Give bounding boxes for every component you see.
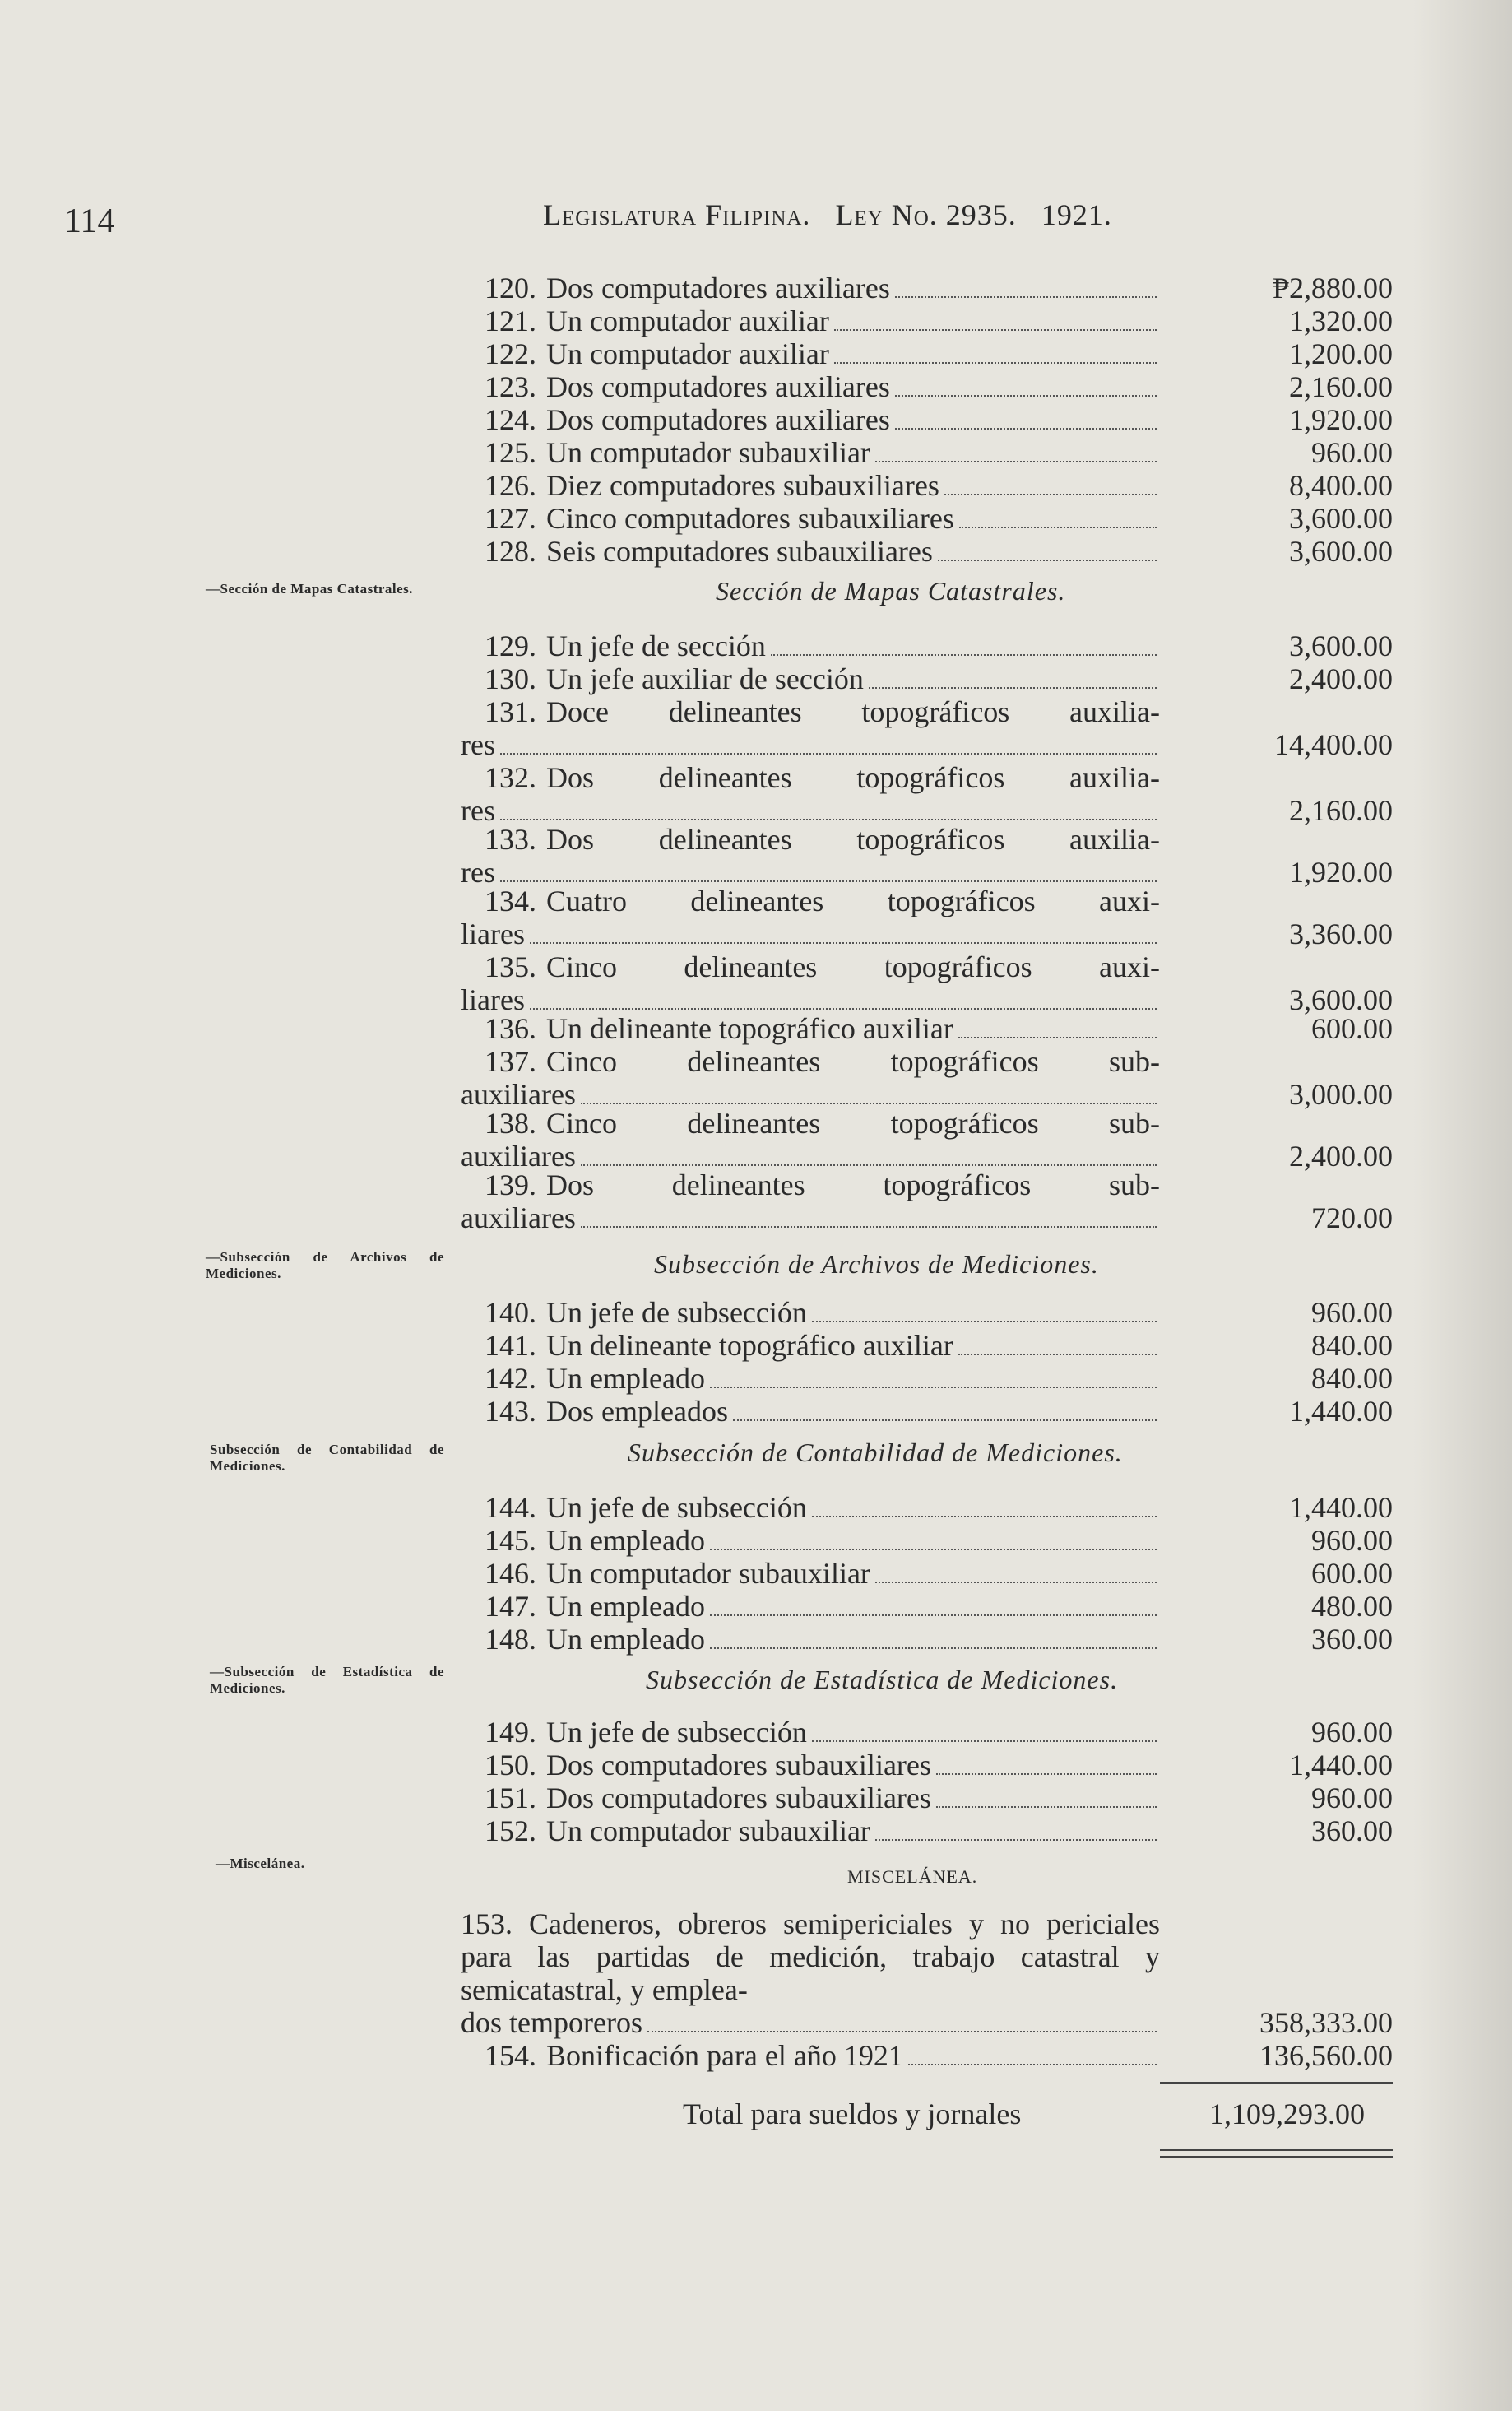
item-desc: Dos delineantes topográficos sub- <box>546 1168 1160 1201</box>
item-amount: 3,600.00 <box>1289 629 1393 662</box>
leader-dots <box>647 2031 1157 2032</box>
item-desc-tail: auxiliares <box>461 1201 576 1234</box>
section-heading-archivos: Subsección de Archivos de Mediciones. <box>654 1249 1099 1279</box>
item-desc-line <box>546 535 1160 569</box>
item-desc-tail: res <box>461 856 495 889</box>
item-desc-line <box>546 272 1160 305</box>
item-desc: Dos delineantes topográficos auxilia- <box>546 823 1160 856</box>
section-heading-miscelanea: MISCELÁNEA. <box>847 1866 978 1887</box>
leader-dots <box>581 1103 1157 1104</box>
item-desc: Un delineante topográfico auxiliar <box>546 1012 953 1045</box>
item-number <box>461 885 546 917</box>
item-number-text: 133. <box>485 823 536 856</box>
leader-dots <box>958 1354 1157 1355</box>
leader-dots <box>530 942 1157 944</box>
item-number <box>461 761 546 794</box>
item-amount: 480.00 <box>1311 1590 1393 1623</box>
item-desc: Un computador auxiliar <box>546 337 829 370</box>
item-amount: 2,400.00 <box>1289 662 1393 695</box>
item-number-text: 145. <box>485 1524 536 1557</box>
section-heading-contabilidad: Subsección de Contabilidad de Mediciones. <box>628 1438 1123 1467</box>
leader-dots <box>710 1614 1157 1616</box>
margin-note-archivos: —Subsección de Archivos de Mediciones. <box>206 1249 444 1281</box>
item-desc-tail: res <box>461 728 495 761</box>
item-desc-line <box>546 1329 1160 1363</box>
item-amount: 3,000.00 <box>1289 1078 1393 1111</box>
item-number-text: 121. <box>485 304 536 337</box>
leader-dots <box>936 1806 1157 1808</box>
leader-dots <box>500 753 1157 755</box>
leader-dots <box>834 329 1157 331</box>
item-amount: 1,440.00 <box>1289 1491 1393 1524</box>
item-desc: Cinco delineantes topográficos sub- <box>546 1045 1160 1078</box>
item-number <box>461 469 546 502</box>
leader-dots <box>812 1740 1157 1742</box>
item-desc-line <box>546 1557 1160 1591</box>
item-amount: 360.00 <box>1311 1623 1393 1656</box>
item-desc: Dos empleados <box>546 1395 728 1428</box>
item-number <box>461 1782 546 1814</box>
item-number-text: 147. <box>485 1590 536 1623</box>
leader-dots <box>869 687 1157 689</box>
item-desc-line <box>546 502 1160 536</box>
item-number-text: 140. <box>485 1296 536 1329</box>
item-desc: Un computador subauxiliar <box>546 436 870 469</box>
leader-dots <box>500 819 1157 820</box>
page-number: 114 <box>64 202 115 240</box>
item-number <box>461 1814 546 1847</box>
item-number-text: 149. <box>485 1716 536 1749</box>
item-desc-line <box>546 304 1160 338</box>
item-number-text: 137. <box>485 1045 536 1078</box>
total-amount: 1,109,293.00 <box>1209 2097 1365 2130</box>
item-desc-line <box>546 1524 1160 1558</box>
item-number <box>461 1524 546 1557</box>
item-desc-line <box>546 1012 1160 1046</box>
item-number <box>461 1168 546 1201</box>
item-amount: 2,400.00 <box>1289 1140 1393 1173</box>
leader-dots <box>895 395 1157 397</box>
leader-dots <box>812 1321 1157 1322</box>
item-154-desc: Bonificación para el año 1921 <box>546 2039 903 2072</box>
item-amount: 1,440.00 <box>1289 1395 1393 1428</box>
item-amount: 600.00 <box>1311 1557 1393 1590</box>
item-amount: 720.00 <box>1311 1201 1393 1234</box>
leader-dots <box>500 880 1157 882</box>
item-desc: Un empleado <box>546 1524 705 1557</box>
item-number <box>461 337 546 370</box>
item-number <box>461 823 546 856</box>
item-153-last-line <box>461 2006 1160 2040</box>
item-desc-line <box>546 1590 1160 1624</box>
item-number <box>461 1362 546 1395</box>
item-desc-line <box>546 1623 1160 1656</box>
item-desc: Cuatro delineantes topográficos auxi- <box>546 885 1160 917</box>
item-amount: 960.00 <box>1311 1296 1393 1329</box>
item-number-text: 128. <box>485 535 536 568</box>
item-number <box>461 272 546 304</box>
item-number-text: 148. <box>485 1623 536 1656</box>
leader-dots <box>581 1164 1157 1166</box>
item-desc: Dos delineantes topográficos auxilia- <box>546 761 1160 794</box>
leader-dots <box>895 428 1157 430</box>
item-number <box>461 1329 546 1362</box>
running-header <box>543 197 1112 232</box>
item-number-text: 151. <box>485 1782 536 1814</box>
item-desc-line <box>546 1362 1160 1396</box>
item-number-text: 126. <box>485 469 536 502</box>
leader-dots <box>733 1419 1157 1421</box>
leader-dots <box>875 1582 1157 1583</box>
item-desc: Un empleado <box>546 1362 705 1395</box>
item-number-text: 142. <box>485 1362 536 1395</box>
item-amount: ₱2,880.00 <box>1272 272 1393 304</box>
leader-dots <box>895 296 1157 298</box>
item-desc-line <box>546 662 1160 696</box>
item-amount: 960.00 <box>1311 1524 1393 1557</box>
item-desc: Cinco computadores subauxiliares <box>546 502 954 535</box>
item-number-text: 123. <box>485 370 536 403</box>
item-desc: Dos computadores auxiliares <box>546 272 890 304</box>
item-desc: Dos computadores auxiliares <box>546 370 890 403</box>
item-desc: Cinco delineantes topográficos auxi- <box>546 950 1160 983</box>
item-desc-tail: liares <box>461 917 525 950</box>
item-desc-line <box>546 436 1160 470</box>
item-154-amount: 136,560.00 <box>1259 2039 1393 2072</box>
item-desc-line <box>546 403 1160 437</box>
leader-dots <box>938 560 1157 561</box>
leader-dots <box>875 461 1157 462</box>
leader-dots <box>958 1037 1157 1038</box>
leader-dots <box>936 1773 1157 1775</box>
leader-dots <box>875 1839 1157 1841</box>
total-rule-bottom-1 <box>1160 2149 1393 2151</box>
item-amount: 3,600.00 <box>1289 983 1393 1016</box>
item-amount: 960.00 <box>1311 436 1393 469</box>
item-desc-line <box>546 1749 1160 1782</box>
item-amount: 14,400.00 <box>1274 728 1393 761</box>
item-number <box>461 370 546 403</box>
item-number <box>461 1491 546 1524</box>
item-amount: 840.00 <box>1311 1362 1393 1395</box>
item-number <box>461 1623 546 1656</box>
item-number <box>461 1557 546 1590</box>
item-desc: Un delineante topográfico auxiliar <box>546 1329 953 1362</box>
item-number <box>461 502 546 535</box>
item-desc: Dos computadores subauxiliares <box>546 1782 931 1814</box>
item-desc-line <box>546 1814 1160 1848</box>
item-desc: Un computador subauxiliar <box>546 1814 870 1847</box>
item-number <box>461 1395 546 1428</box>
item-number <box>461 1590 546 1623</box>
item-desc-continuation <box>461 728 1160 762</box>
item-number <box>461 1107 546 1140</box>
item-number <box>461 695 546 728</box>
leader-dots <box>710 1549 1157 1550</box>
item-amount: 2,160.00 <box>1289 370 1393 403</box>
item-desc: Cinco delineantes topográficos sub- <box>546 1107 1160 1140</box>
margin-note-contabilidad: Subsección de Contabilidad de Mediciones. <box>210 1442 444 1474</box>
item-amount: 8,400.00 <box>1289 469 1393 502</box>
item-number-text: 138. <box>485 1107 536 1140</box>
item-number <box>461 1296 546 1329</box>
leader-dots <box>710 1387 1157 1388</box>
leader-dots <box>812 1516 1157 1517</box>
item-number-text: 136. <box>485 1012 536 1045</box>
leader-dots <box>771 654 1157 656</box>
item-desc-tail: res <box>461 794 495 827</box>
item-amount: 960.00 <box>1311 1782 1393 1814</box>
item-number <box>461 1749 546 1782</box>
item-number <box>461 629 546 662</box>
item-desc-tail: auxiliares <box>461 1140 576 1173</box>
item-amount: 3,600.00 <box>1289 535 1393 568</box>
item-desc-tail: auxiliares <box>461 1078 576 1111</box>
item-amount: 2,160.00 <box>1289 794 1393 827</box>
item-amount: 1,920.00 <box>1289 856 1393 889</box>
header-ley: Ley No. 2935. <box>835 198 1017 231</box>
item-amount: 3,600.00 <box>1289 502 1393 535</box>
item-number <box>461 436 546 469</box>
item-desc-line <box>546 469 1160 503</box>
item-desc-tail: liares <box>461 983 525 1016</box>
item-desc-line <box>546 1782 1160 1815</box>
item-number <box>461 950 546 983</box>
item-desc: Un jefe de subsección <box>546 1491 807 1524</box>
item-desc: Dos computadores auxiliares <box>546 403 890 436</box>
item-number <box>461 1045 546 1078</box>
item-number-text: 139. <box>485 1168 536 1201</box>
item-desc: Un jefe auxiliar de sección <box>546 662 864 695</box>
margin-note-mapas: —Sección de Mapas Catastrales. <box>206 581 414 597</box>
leader-dots <box>908 2064 1157 2065</box>
leader-dots <box>581 1226 1157 1228</box>
item-desc: Dos computadores subauxiliares <box>546 1749 931 1782</box>
item-number <box>461 403 546 436</box>
item-amount: 960.00 <box>1311 1716 1393 1749</box>
item-number-text: 141. <box>485 1329 536 1362</box>
item-desc: Un computador subauxiliar <box>546 1557 870 1590</box>
total-label: Total para sueldos y jornales <box>683 2097 1022 2130</box>
leader-dots <box>530 1008 1157 1010</box>
item-number <box>461 662 546 695</box>
margin-note-estadistica: —Subsección de Estadística de Mediciones. <box>210 1664 444 1696</box>
leader-dots <box>710 1647 1157 1649</box>
item-desc-line <box>546 337 1160 371</box>
page-edge-shadow <box>1413 0 1512 2411</box>
leader-dots <box>959 527 1157 528</box>
item-desc-continuation <box>461 1201 1160 1235</box>
item-number-text: 131. <box>485 695 536 728</box>
total-rule-top <box>1160 2082 1393 2084</box>
item-number <box>461 1716 546 1749</box>
total-rule-bottom-2 <box>1160 2156 1393 2158</box>
item-desc: Un jefe de subsección <box>546 1716 807 1749</box>
item-desc-continuation <box>461 917 1160 951</box>
item-number-text: 150. <box>485 1749 536 1782</box>
item-number-text: 143. <box>485 1395 536 1428</box>
item-desc: Seis computadores subauxiliares <box>546 535 933 568</box>
item-desc: Un jefe de sección <box>546 629 766 662</box>
item-number-text: 127. <box>485 502 536 535</box>
item-154-number <box>461 2039 546 2072</box>
item-amount: 1,920.00 <box>1289 403 1393 436</box>
header-legislatura: Legislatura Filipina. <box>543 198 811 231</box>
item-desc-line <box>546 1395 1160 1428</box>
item-number-text: 122. <box>485 337 536 370</box>
item-desc: Doce delineantes topográficos auxilia- <box>546 695 1160 728</box>
item-number-text: 129. <box>485 629 536 662</box>
item-amount: 600.00 <box>1311 1012 1393 1045</box>
item-desc: Un empleado <box>546 1623 705 1656</box>
item-number-text: 135. <box>485 950 536 983</box>
item-number-text: 120. <box>485 272 536 304</box>
leader-dots <box>944 494 1157 495</box>
item-desc-line <box>546 370 1160 404</box>
section-heading-mapas: Sección de Mapas Catastrales. <box>716 576 1066 606</box>
item-154-desc-line <box>546 2039 1160 2073</box>
item-amount: 1,200.00 <box>1289 337 1393 370</box>
item-amount: 3,360.00 <box>1289 917 1393 950</box>
header-year: 1921. <box>1041 198 1112 231</box>
item-153-text: 153. Cadeneros, obreros semipericiales y no periciales para las partidas de medición, trabajo catastral y semicatastral, y emplea- <box>461 1907 1160 2006</box>
item-number-text: 144. <box>485 1491 536 1524</box>
item-number <box>461 535 546 568</box>
item-number <box>461 304 546 337</box>
item-153-amount: 358,333.00 <box>1259 2006 1393 2039</box>
item-number-text: 152. <box>485 1814 536 1847</box>
section-heading-estadistica: Subsección de Estadística de Mediciones. <box>646 1665 1119 1694</box>
item-desc: Diez computadores subauxiliares <box>546 469 939 502</box>
item-desc-line <box>546 1491 1160 1525</box>
margin-note-miscelanea: —Miscelánea. <box>216 1856 305 1871</box>
item-desc: Un jefe de subsección <box>546 1296 807 1329</box>
item-number <box>461 1012 546 1045</box>
item-amount: 1,440.00 <box>1289 1749 1393 1782</box>
item-number: 154. <box>485 2039 536 2072</box>
item-number-text: 132. <box>485 761 536 794</box>
item-number-text: 130. <box>485 662 536 695</box>
item-desc-line <box>546 1716 1160 1749</box>
item-amount: 1,320.00 <box>1289 304 1393 337</box>
item-number-text: 124. <box>485 403 536 436</box>
item-amount: 360.00 <box>1311 1814 1393 1847</box>
leader-dots <box>834 362 1157 364</box>
item-amount: 840.00 <box>1311 1329 1393 1362</box>
item-desc: Un computador auxiliar <box>546 304 829 337</box>
item-desc-line <box>546 1296 1160 1330</box>
item-desc-line <box>546 629 1160 663</box>
item-number-text: 134. <box>485 885 536 917</box>
item-number-text: 125. <box>485 436 536 469</box>
item-153-last: dos temporeros <box>461 2006 642 2039</box>
item-number-text: 146. <box>485 1557 536 1590</box>
item-desc: Un empleado <box>546 1590 705 1623</box>
